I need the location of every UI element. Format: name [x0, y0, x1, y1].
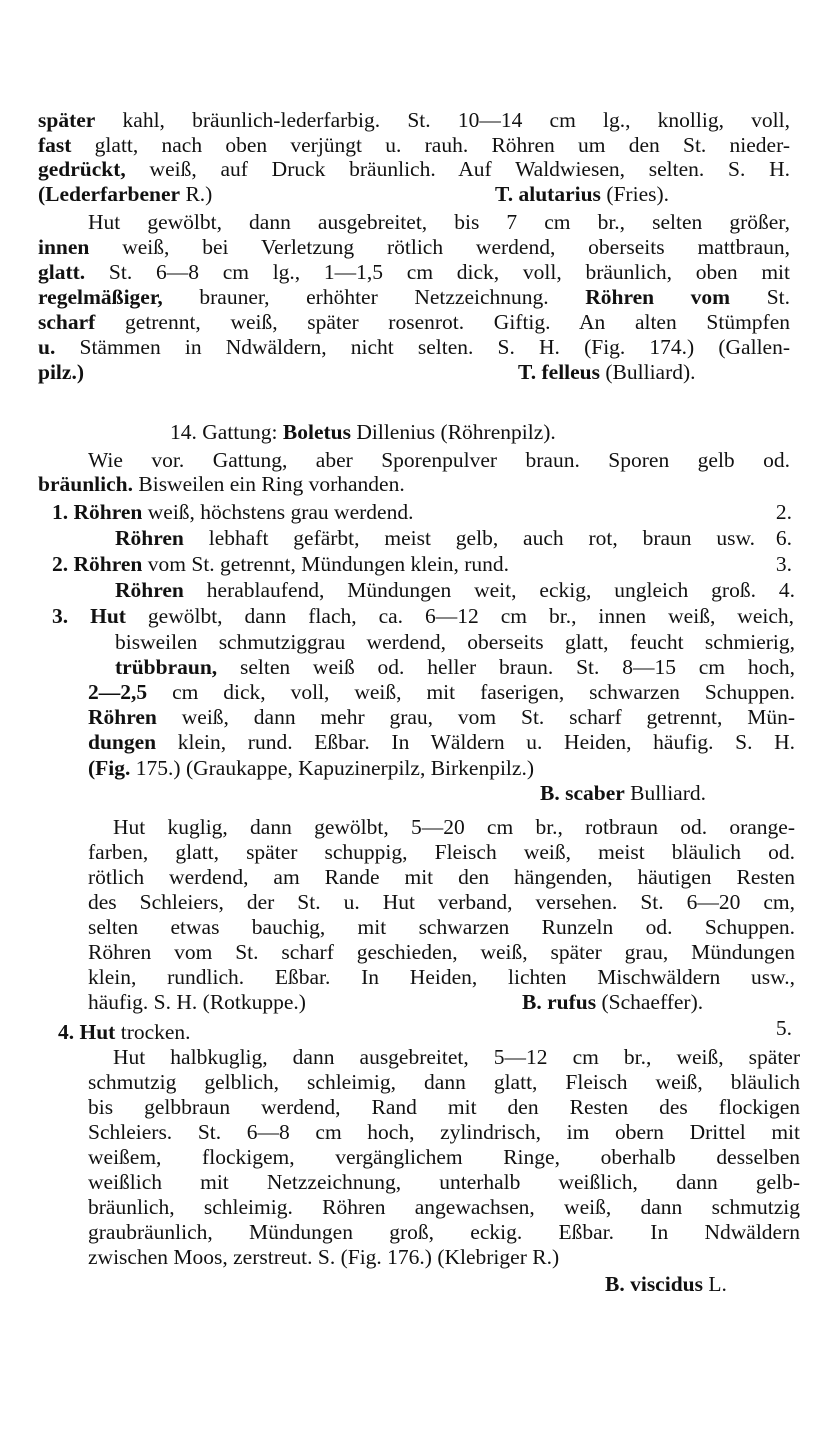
text-line: häufig. S. H. (Rotkuppe.) — [88, 990, 306, 1014]
text-line: graubräunlich, Mündungen groß, eckig. Eßbar. In Ndwäldern — [88, 1220, 800, 1244]
text-line: 2—2,5 cm dick, voll, weiß, mit faserigen, schwarzen Schuppen. — [88, 680, 795, 704]
text-line: 4. Hut trocken. — [58, 1020, 191, 1044]
text-line: fast glatt, nach oben verjüngt u. rauh. Röhren um den St. nieder- — [38, 133, 790, 157]
text-line: pilz.) — [38, 360, 84, 384]
text-line: Röhren vom St. scharf geschieden, weiß, später grau, Mündungen — [88, 940, 795, 964]
text-line: schmutzig gelblich, schleimig, dann glatt, Fleisch weiß, bläulich — [88, 1070, 800, 1094]
text-line: Hut kuglig, dann gewölbt, 5—20 cm br., rotbraun od. orange- — [113, 815, 795, 839]
text-line: B. viscidus L. — [605, 1272, 727, 1296]
text-line: dungen klein, rund. Eßbar. In Wäldern u. Heiden, häufig. S. H. — [88, 730, 795, 754]
text-line: Wie vor. Gattung, aber Sporenpulver braun. Sporen gelb od. — [88, 448, 790, 472]
text-line: T. alutarius (Fries). — [495, 182, 670, 206]
text-line: (Lederfarbener R.) — [38, 182, 213, 206]
text-line: bräunlich. Bisweilen ein Ring vorhanden. — [38, 472, 405, 496]
text-line: innen weiß, bei Verletzung rötlich werdend, oberseits mattbraun, — [38, 235, 790, 259]
text-line: 3. Hut gewölbt, dann flach, ca. 6—12 cm br., innen weiß, weich, — [52, 604, 794, 628]
text-line: 6. — [775, 526, 792, 550]
text-line: Hut halbkuglig, dann ausgebreitet, 5—12 cm br., weiß, später — [113, 1045, 800, 1069]
text-line: 5. — [775, 1016, 792, 1040]
text-line: zwischen Moos, zerstreut. S. (Fig. 176.) (Klebriger R.) — [88, 1245, 560, 1269]
text-line: gedrückt, weiß, auf Druck bräunlich. Auf Waldwiesen, selten. S. H. — [38, 157, 790, 181]
text-line: glatt. St. 6—8 cm lg., 1—1,5 cm dick, voll, bräunlich, oben mit — [38, 260, 790, 284]
text-line: trübbraun, selten weiß od. heller braun. St. 8—15 cm hoch, — [115, 655, 795, 679]
text-line: 14. Gattung: Boletus Dillenius (Röhrenpilz). — [170, 420, 556, 444]
text-line: selten etwas bauchig, mit schwarzen Runzeln od. Schuppen. — [88, 915, 795, 939]
text-line: weißlich mit Netzzeichnung, unterhalb weißlich, dann gelb- — [88, 1170, 800, 1194]
text-line: 2. Röhren vom St. getrennt, Mündungen klein, rund. — [52, 552, 510, 576]
text-line: (Fig. 175.) (Graukappe, Kapuzinerpilz, Birkenpilz.) — [88, 756, 534, 780]
text-line: Röhren weiß, dann mehr grau, vom St. scharf getrennt, Mün- — [88, 705, 795, 729]
text-line: Hut gewölbt, dann ausgebreitet, bis 7 cm br., selten größer, — [88, 210, 790, 234]
text-line: bisweilen schmutziggrau werdend, oberseits glatt, feucht schmierig, — [115, 630, 795, 654]
text-line: scharf getrennt, weiß, später rosenrot. Giftig. An alten Stümpfen — [38, 310, 790, 334]
text-line: 1. Röhren weiß, höchstens grau werdend. — [52, 500, 414, 524]
text-line: 2. — [775, 500, 792, 524]
text-line: des Schleiers, der St. u. Hut verband, versehen. St. 6—20 cm, — [88, 890, 795, 914]
text-line: B. scaber Bulliard. — [540, 781, 707, 805]
text-line: bräunlich, schleimig. Röhren angewachsen, weiß, dann schmutzig — [88, 1195, 800, 1219]
text-line: Röhren herablaufend, Mündungen weit, eckig, ungleich groß. 4. — [115, 578, 795, 602]
text-line: regelmäßiger, brauner, erhöhter Netzzeichnung. Röhren vom St. — [38, 285, 790, 309]
text-line: bis gelbbraun werdend, Rand mit den Resten des flockigen — [88, 1095, 800, 1119]
text-line: später kahl, bräunlich-lederfarbig. St. 10—14 cm lg., knollig, voll, — [38, 108, 790, 132]
text-line: Röhren lebhaft gefärbt, meist gelb, auch rot, braun usw. — [115, 526, 755, 550]
text-line: T. felleus (Bulliard). — [518, 360, 696, 384]
text-line: B. rufus (Schaeffer). — [522, 990, 704, 1014]
text-line: rötlich werdend, am Rande mit den hängenden, häutigen Resten — [88, 865, 795, 889]
text-line: 3. — [775, 552, 792, 576]
text-line: Schleiers. St. 6—8 cm hoch, zylindrisch, im obern Drittel mit — [88, 1120, 800, 1144]
text-line: farben, glatt, später schuppig, Fleisch weiß, meist bläulich od. — [88, 840, 795, 864]
text-line: u. Stämmen in Ndwäldern, nicht selten. S. H. (Fig. 174.) (Gallen- — [38, 335, 790, 359]
text-line: weißem, flockigem, vergänglichem Ringe, oberhalb desselben — [88, 1145, 800, 1169]
text-line: klein, rundlich. Eßbar. In Heiden, lichten Mischwäldern usw., — [88, 965, 795, 989]
